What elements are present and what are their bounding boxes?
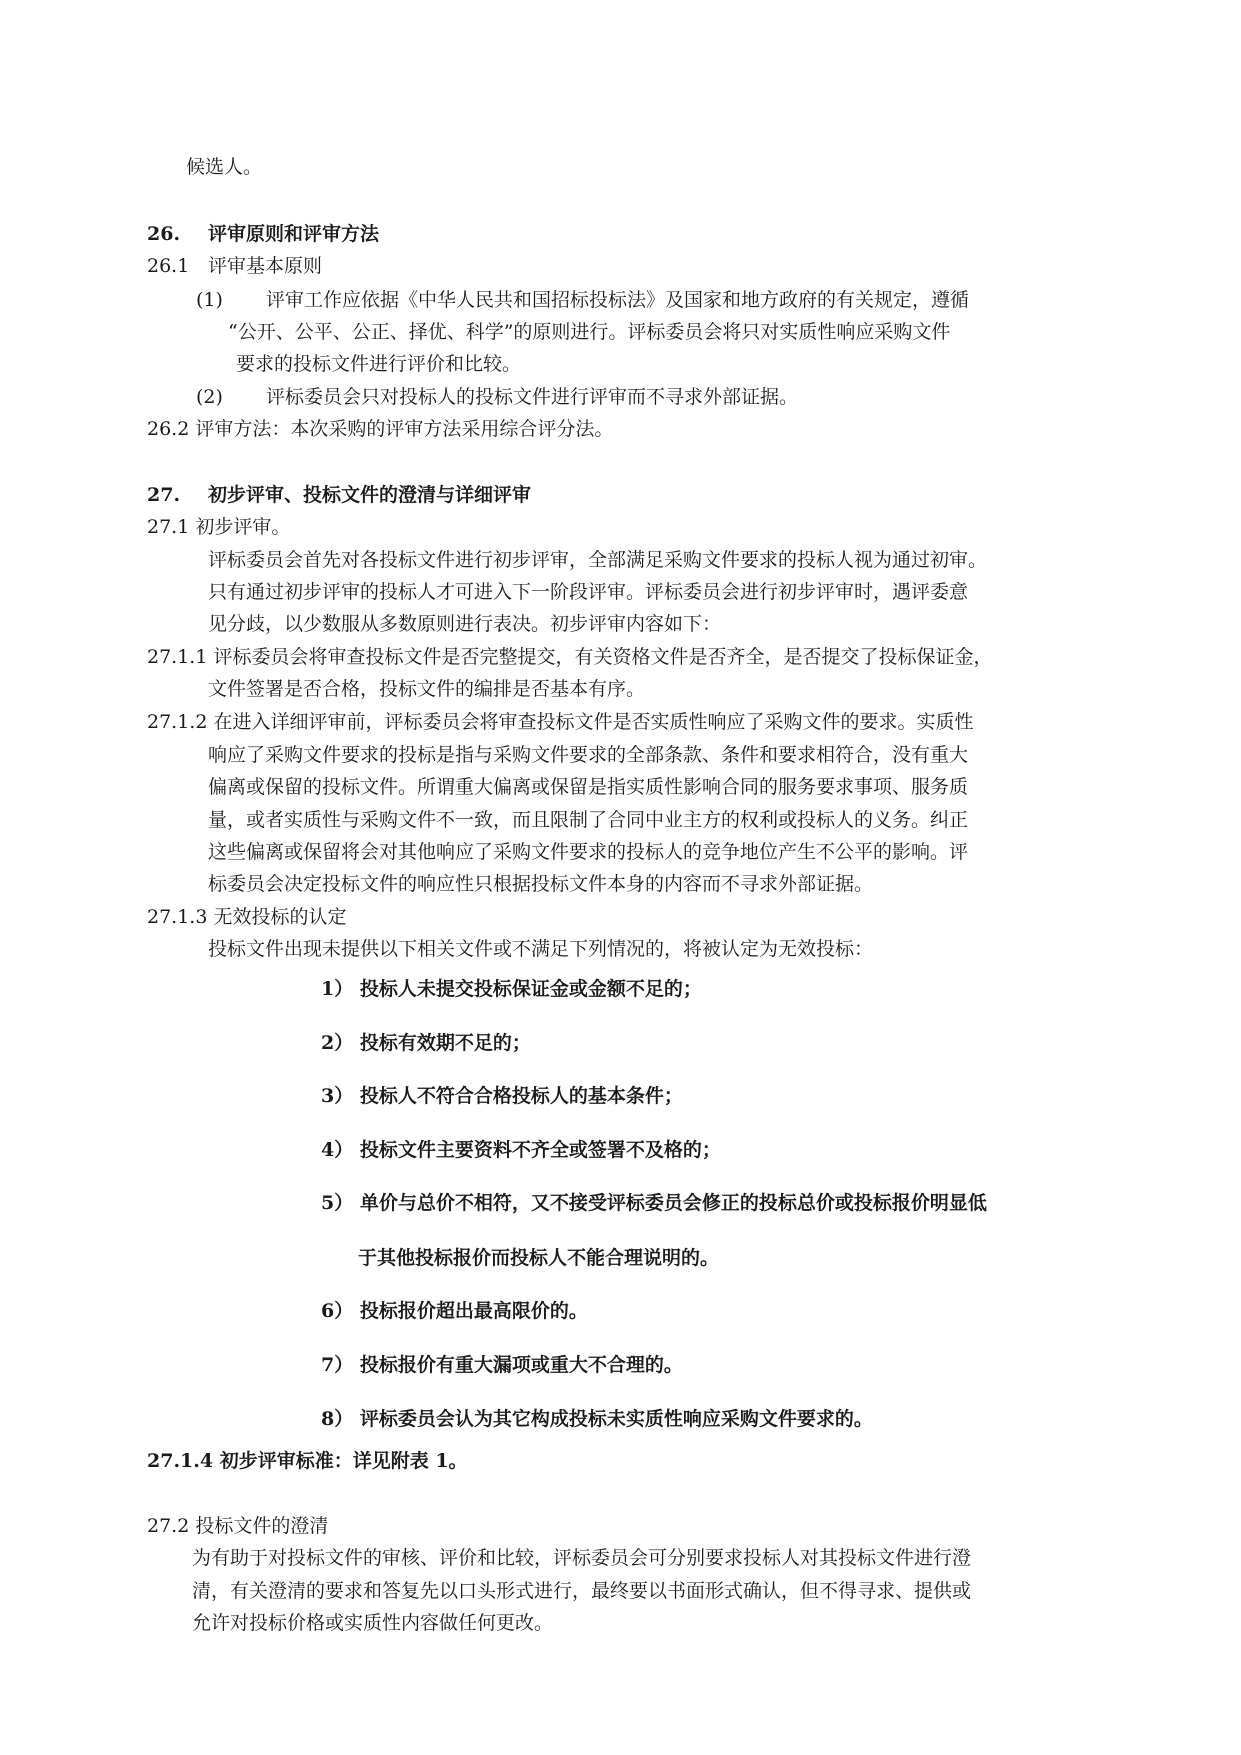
text-line: 评审工作应依据《中华人民共和国招标投标法》及国家和地方政府的有关规定，遵循 (266, 289, 970, 311)
text-line: 量，或者实质性与采购文件不一致，而且限制了合同中业主方的权利或投标人的义务。纠正 (208, 809, 969, 831)
section-26-1-title: 评审基本原则 (208, 255, 323, 277)
text-line: 投标文件出现未提供以下相关文件或不满足下列情况的，将被认定为无效投标： (208, 938, 874, 960)
text-line: 27.1.2 在进入详细评审前，评标委员会将审查投标文件是否实质性响应了采购文件的要求。实质性 (147, 711, 974, 733)
text-line: 为有助于对投标文件的审核、评价和比较，评标委员会可分别要求投标人对其投标文件进行澄 (192, 1547, 972, 1569)
section-26-2: 26.2 评审方法：本次采购的评审方法采用综合评分法。 (147, 418, 614, 440)
text-line: 候选人。 (186, 156, 263, 178)
text-line: 文件签署是否合格，投标文件的编排是否基本有序。 (208, 678, 646, 700)
section-27-1-4: 27.1.4 初步评审标准：详见附表 1。 (147, 1450, 468, 1472)
list-item: 3） 投标人不符合合格投标人的基本条件； (321, 1085, 683, 1107)
text-line: 偏离或保留的投标文件。所谓重大偏离或保留是指实质性影响合同的服务要求事项、服务质 (208, 776, 969, 798)
section-27-1-3: 27.1.3 无效投标的认定 (147, 906, 347, 928)
list-item: 7） 投标报价有重大漏项或重大不合理的。 (321, 1354, 683, 1376)
section-27-number: 27. (147, 484, 181, 506)
text-line: 见分歧，以少数服从多数原则进行表决。初步评审内容如下： (208, 613, 722, 635)
section-26-1-number: 26.1 (147, 255, 190, 277)
text-line: 标委员会决定投标文件的响应性只根据投标文件本身的内容而不寻求外部证据。 (208, 873, 874, 895)
section-26-title: 评审原则和评审方法 (208, 223, 380, 245)
text-line: 这些偏离或保留将会对其他响应了采购文件要求的投标人的竞争地位产生不公平的影响。评 (208, 841, 969, 863)
list-item: 8） 评标委员会认为其它构成投标未实质性响应采购文件要求的。 (321, 1408, 873, 1430)
section-27-2-heading: 27.2 投标文件的澄清 (147, 1515, 329, 1537)
list-item: 5） 单价与总价不相符，又不接受评标委员会修正的投标总价或投标报价明显低 (321, 1192, 987, 1214)
list-item: 4） 投标文件主要资料不齐全或签署不及格的； (321, 1139, 721, 1161)
text-line: 评标委员会首先对各投标文件进行初步评审，全部满足采购文件要求的投标人视为通过初审。 (208, 549, 988, 571)
text-line: 要求的投标文件进行评价和比较。 (236, 353, 522, 375)
text-line: 只有通过初步评审的投标人才可进入下一阶段评审。评标委员会进行初步评审时，遇评委意 (208, 581, 969, 603)
list-item: 2） 投标有效期不足的； (321, 1032, 531, 1054)
list-item: 1） 投标人未提交投标保证金或金额不足的； (321, 978, 702, 1000)
section-27-1-heading: 27.1 初步评审。 (147, 516, 291, 538)
text-line: 27.1.1 评标委员会将审查投标文件是否完整提交，有关资格文件是否齐全，是否提交了投标保证金， (147, 646, 993, 668)
text-line: 响应了采购文件要求的投标是指与采购文件要求的全部条款、条件和要求相符合，没有重大 (208, 744, 969, 766)
list-item-continuation: 于其他投标报价而投标人不能合理说明的。 (358, 1247, 720, 1269)
text-line: 评标委员会只对投标人的投标文件进行评审而不寻求外部证据。 (266, 386, 799, 408)
list-item: 6） 投标报价超出最高限价的。 (321, 1300, 588, 1322)
section-27-title: 初步评审、投标文件的澄清与详细评审 (208, 484, 532, 506)
section-26-number: 26. (147, 223, 181, 245)
clause-number: (1) (196, 289, 223, 311)
text-line: 清，有关澄清的要求和答复先以口头形式进行，最终要以书面形式确认，但不得寻求、提供或 (192, 1580, 972, 1602)
text-line: 允许对投标价格或实质性内容做任何更改。 (192, 1612, 554, 1634)
text-line: “公开、公平、公正、择优、科学”的原则进行。评标委员会将只对实质性响应采购文件 (228, 321, 951, 343)
clause-number: (2) (196, 386, 223, 408)
